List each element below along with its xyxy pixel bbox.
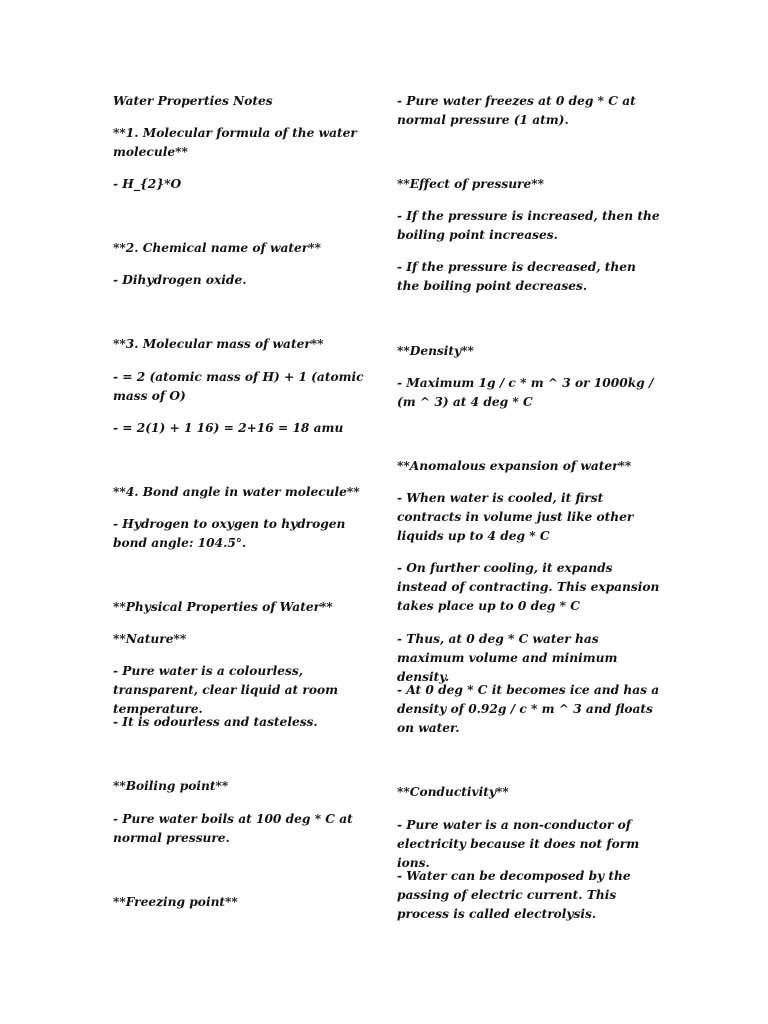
section-heading-molecular-formula: **1. Molecular formula of the water molecule**	[113, 126, 357, 159]
section-heading-physical-properties: **Physical Properties of Water**	[113, 600, 333, 614]
section-heading-bond-angle: **4. Bond angle in water molecule**	[113, 485, 360, 499]
text-anomalous-contracts: - When water is cooled, it first contracts in volume just like other liquids up to 4 deg * C	[397, 491, 634, 543]
text-pressure-increased: - If the pressure is increased, then the boiling point increases.	[397, 209, 660, 242]
text-chemical-name: - Dihydrogen oxide.	[113, 273, 247, 287]
text-molecular-formula: - H_{2}*O	[113, 177, 182, 191]
section-heading-freezing-point: **Freezing point**	[113, 895, 238, 909]
section-heading-molecular-mass: **3. Molecular mass of water**	[113, 337, 324, 351]
text-freezing-point: - Pure water freezes at 0 deg * C at normal pressure (1 atm).	[397, 94, 636, 127]
text-density-maximum: - Maximum 1g / c * m ^ 3 or 1000kg / (m ^ 3) at 4 deg * C	[397, 376, 654, 409]
text-nature-appearance: - Pure water is a colourless, transparent, clear liquid at room temperature.	[113, 664, 338, 716]
document-title: Water Properties Notes	[113, 94, 273, 108]
text-boiling-point: - Pure water boils at 100 deg * C at normal pressure.	[113, 812, 353, 845]
section-heading-nature: **Nature**	[113, 632, 187, 646]
section-heading-boiling-point: **Boiling point**	[113, 779, 229, 793]
section-heading-anomalous-expansion: **Anomalous expansion of water**	[397, 459, 632, 473]
text-molecular-mass-formula: - = 2 (atomic mass of H) + 1 (atomic mass of O)	[113, 370, 364, 403]
text-conductivity-electrolysis: - Water can be decomposed by the passing of electric current. This process is called electrolysis.	[397, 869, 631, 921]
section-heading-chemical-name: **2. Chemical name of water**	[113, 241, 321, 255]
text-anomalous-expands: - On further cooling, it expands instead of contracting. This expansion takes place up to 0 deg * C	[397, 561, 660, 613]
text-anomalous-ice: - At 0 deg * C it becomes ice and has a density of 0.92g / c * m ^ 3 and floats on water.	[397, 683, 660, 735]
text-pressure-decreased: - If the pressure is decreased, then the boiling point decreases.	[397, 260, 636, 293]
section-heading-conductivity: **Conductivity**	[397, 785, 509, 799]
text-conductivity-non-conductor: - Pure water is a non-conductor of electricity because it does not form ions.	[397, 818, 640, 870]
text-molecular-mass-result: - = 2(1) + 1 16) = 2+16 = 18 amu	[113, 421, 344, 435]
text-anomalous-max-volume: - Thus, at 0 deg * C water has maximum volume and minimum density.	[397, 632, 618, 684]
section-heading-density: **Density**	[397, 344, 474, 358]
text-bond-angle: - Hydrogen to oxygen to hydrogen bond angle: 104.5°.	[113, 517, 346, 550]
text-nature-odour: - It is odourless and tasteless.	[113, 715, 318, 729]
section-heading-effect-of-pressure: **Effect of pressure**	[397, 177, 544, 191]
